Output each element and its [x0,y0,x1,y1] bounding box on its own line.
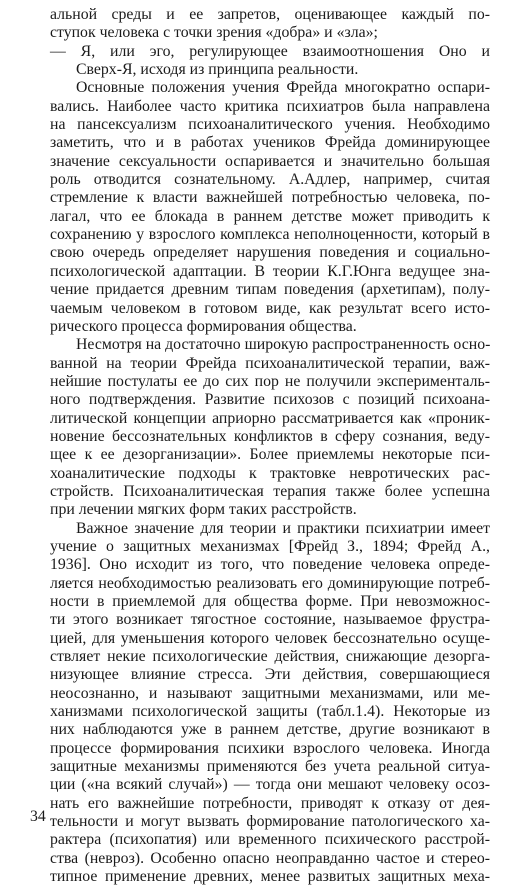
text-line: ти этого возникает тягостное состояние, называемое фрустра- [50,611,490,629]
text-line: заметить, что и в работах учеников Фрейда доминирующее [50,134,490,152]
text-line: ляется необходимостью реализовать его доминирующие потреб- [50,574,490,592]
text-line: ханизмами психологической защиты (табл.1.4). Некоторые из [50,703,490,721]
text-line: новение бессознательных конфликтов в сферу сознания, веду- [50,427,490,445]
text-line: стройств. Психоаналитическая терапия также более успешна [50,482,490,500]
text-line: значение сексуальности оспаривается и значительно большая [50,152,490,170]
text-line: психологической адаптации. В теории К.Г.Юнга ведущее зна- [50,262,490,280]
text-line: чение придается древним типам поведения (архетипам), полу- [50,281,490,299]
text-line: низующее влияние стресса. Эти действия, совершающиеся [50,666,490,684]
text-line: щее к ее дезорганизации». Более приемлемы некоторые пси- [50,446,490,464]
text-line: ности в приемлемой для общества форме. При невозможнос- [50,593,490,610]
text-line: альной среды и ее запретов, оценивающее каждый по- [50,6,490,23]
text-line: стремление к власти важнейшей потребностью человека, по- [50,189,490,207]
text-line: неосознанно, и называют защитными механизмами, или ме- [50,684,490,702]
text-line: ного подтверждения. Развитие психозов с позиций психоана- [50,391,490,409]
text-line: типное применение древних, менее развитых защитных меха- [50,868,490,886]
text-line: лагал, что ее блокада в раннем детстве может приводить к [50,207,490,225]
paragraph-first-line: Несмотря на достаточно широкую распространенность осно- [76,336,491,354]
text-line: литической концепции априорно рассматривается как «проник- [50,409,490,427]
text-line: цией, для уменьшения которого человек бессознательно осуще- [50,629,490,647]
text-line: роль отводится сознательному. А.Адлер, например, считая [50,171,490,189]
text-line: них наблюдаются уже в раннем детстве, другие возникают в [50,721,490,739]
text-line: защитные механизмы применяются без учета реальной ситуа- [50,758,490,776]
text-line: нать его важнейшие потребности, приводят к отказу от дея- [50,794,490,812]
text-line: вались. Наиболее часто критика психиатров была направлена [50,97,490,115]
text-line: учение о защитных механизмах [Фрейд З., 1894; Фрейд А., [50,537,490,555]
text-line: Сверх-Я, исходя из принципа реальности. [76,61,359,79]
text-line: свою очередь определяет нарушения поведения и социально- [50,244,490,262]
text-line: рического процесса формирования общества. [50,317,357,335]
text-line: ступок человека с точки зрения «добра» и «зла»; [50,24,378,42]
page-number: 34 [30,808,46,825]
body-text [50,6,490,887]
text-line: ции («на всякий случай») — тогда они мешают человеку осоз- [50,776,490,794]
list-item: — Я, или эго, регулирующее взаимоотношения Оно и [50,42,490,60]
text-line: на пансексуализм психоаналитического учения. Необходимо [50,116,490,134]
text-line: ствляет некие психологические действия, снижающие дезорга- [50,648,490,666]
text-line: сохранению у взрослого комплекса неполноценности, который в [50,226,490,244]
text-line: рактера (психопатия) или временного психического расстрой- [50,831,490,849]
text-line: хоаналитические подходы к трактовке невротических рас- [50,464,490,482]
text-line: тельности и могут вызвать формирование патологического ха- [50,813,490,831]
text-line: 1936]. Оно исходит из того, что поведение человека опреде- [50,556,490,574]
text-line: чаемым человеком в готовом виде, как результат всего исто- [50,299,490,317]
text-line: ства (невроз). Особенно опасно неоправданно частое и стерео- [50,849,490,867]
text-line: ванной на теории Фрейда психоаналитической терапии, важ- [50,354,490,372]
paragraph-first-line: Основные положения учения Фрейда многократно оспари- [76,79,490,97]
paragraph-first-line: Важное значение для теории и практики психиатрии имеет [76,519,490,537]
text-line: нейшие постулаты ее до сих пор не получили эксперименталь- [50,372,490,390]
text-line: процессе формирования психики взрослого человека. Иногда [50,739,490,757]
text-line: при лечении мягких форм таких расстройств. [50,501,357,519]
